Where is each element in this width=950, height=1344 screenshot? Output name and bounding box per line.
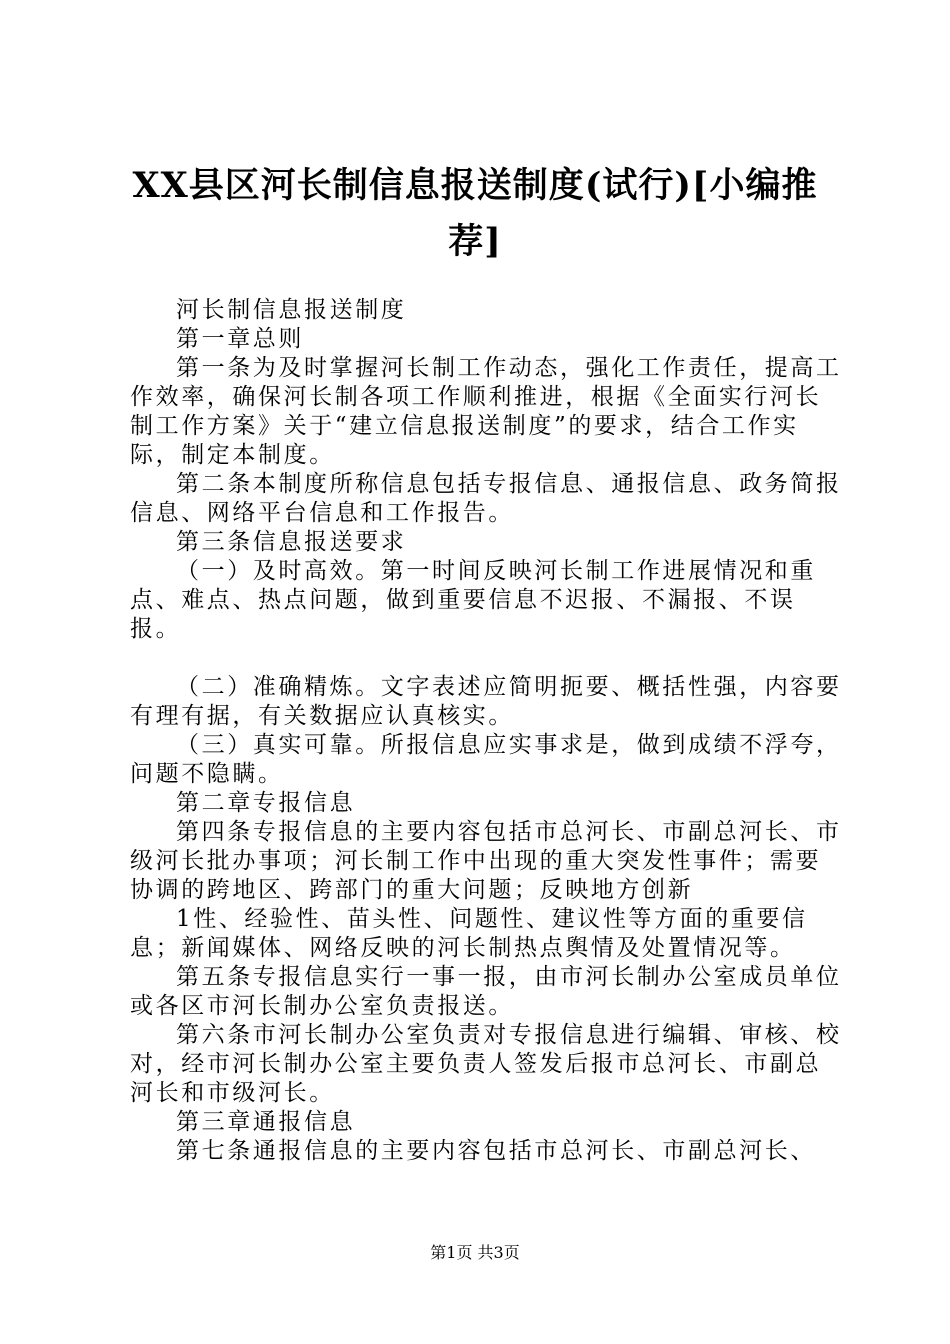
paragraph: 第四条专报信息的主要内容包括市总河长、市副总河长、市级河长批办事项；河长制工作中出现的重大突发性事件；需要协调的跨地区、跨部门的重大问题；反映地方创新 — [130, 819, 842, 903]
paragraph: 第六条市河长制办公室负责对专报信息进行编辑、审核、校对，经市河长制办公室主要负责人签发后报市总河长、市副总河长和市级河长。 — [130, 1022, 842, 1106]
paragraph: 河长制信息报送制度 — [176, 297, 407, 323]
paragraph: 第五条专报信息实行一事一报，由市河长制办公室成员单位或各区市河长制办公室负责报送。 — [130, 964, 842, 1019]
paragraph: 第三条信息报送要求 — [176, 529, 407, 555]
document-title: XX县区河长制信息报送制度(试行)[小编推荐] — [132, 165, 818, 262]
paragraph: （一）及时高效。第一时间反映河长制工作进展情况和重点、难点、热点问题，做到重要信息不迟报、不漏报、不误报。 — [130, 558, 816, 642]
paragraph: （二）准确精炼。文字表述应简明扼要、概括性强，内容要有理有据，有关数据应认真核实。 — [130, 674, 842, 729]
chapter-heading: 第三章通报信息 — [176, 1109, 356, 1135]
paragraph: 第一条为及时掌握河长制工作动态，强化工作责任，提高工作效率，确保河长制各项工作顺利推进，根据《全面实行河长制工作方案》关于“建立信息报送制度”的要求，结合工作实际，制定本制度。 — [130, 355, 842, 468]
chapter-heading: 第二章专报信息 — [176, 790, 356, 816]
paragraph: 第二条本制度所称信息包括专报信息、通报信息、政务简报信息、网络平台信息和工作报告。 — [130, 471, 842, 526]
page-indicator: 第1页 共3页 — [430, 1243, 520, 1262]
chapter-heading: 第一章总则 — [176, 326, 304, 352]
document-body — [130, 296, 842, 1166]
blank-line — [130, 644, 842, 673]
paragraph: 第七条通报信息的主要内容包括市总河长、市副总河长、 — [176, 1138, 816, 1164]
paragraph: 1性、经验性、苗头性、问题性、建议性等方面的重要信息；新闻媒体、网络反映的河长制热点舆情及处置情况等。 — [130, 906, 808, 961]
paragraph: （三）真实可靠。所报信息应实事求是，做到成绩不浮夸，问题不隐瞒。 — [130, 732, 842, 787]
